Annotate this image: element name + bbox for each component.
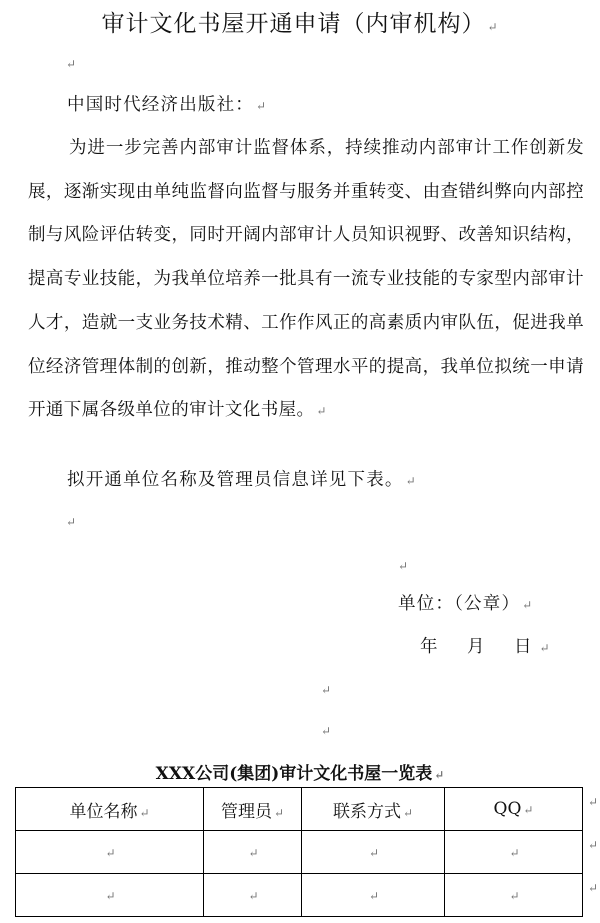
header-label: 管理员 bbox=[220, 801, 272, 822]
paragraph-mark: ↵ bbox=[273, 805, 285, 820]
paragraph-mark: ↵ bbox=[509, 889, 520, 903]
signature-unit-line bbox=[398, 590, 533, 615]
paragraph-mark: ↵ bbox=[368, 846, 380, 860]
paragraph-mark: ↵ bbox=[539, 641, 551, 655]
paragraph-mark: ↵ bbox=[321, 683, 333, 697]
paragraph-mark: ↵ bbox=[522, 598, 534, 612]
signature-unit-text: 单位：（公章） bbox=[398, 594, 521, 614]
paragraph-mark: ↵ bbox=[434, 768, 445, 782]
table-cell[interactable] bbox=[445, 874, 583, 917]
table-cell[interactable] bbox=[445, 831, 583, 874]
table-cell[interactable] bbox=[16, 874, 204, 917]
empty-paragraph bbox=[319, 720, 332, 740]
paragraph-mark: ↵ bbox=[402, 805, 414, 820]
paragraph-mark: ↵ bbox=[509, 846, 520, 860]
paragraph-mark: ↵ bbox=[487, 20, 499, 34]
empty-paragraph bbox=[64, 53, 77, 73]
paragraph-mark: ↵ bbox=[105, 846, 116, 860]
paragraph-mark: ↵ bbox=[523, 803, 534, 817]
header-cell-contact bbox=[302, 788, 445, 831]
header-cell-unit-name bbox=[16, 788, 204, 831]
table-header-row bbox=[16, 788, 583, 831]
row-end-mark: ↵ bbox=[588, 881, 599, 895]
paragraph-mark: ↵ bbox=[139, 805, 150, 820]
empty-paragraph bbox=[64, 511, 77, 531]
paragraph-mark: ↵ bbox=[66, 57, 78, 71]
paragraph-mark: ↵ bbox=[66, 515, 78, 529]
note-text: 拟开通单位名称及管理员信息详见下表。 bbox=[67, 470, 404, 490]
header-cell-qq bbox=[445, 788, 583, 831]
paragraph-mark: ↵ bbox=[405, 474, 417, 488]
table-row bbox=[16, 874, 583, 917]
signature-date-line bbox=[420, 633, 551, 658]
header-cell-admin bbox=[204, 788, 302, 831]
table-cell[interactable] bbox=[204, 874, 302, 917]
paragraph-mark: ↵ bbox=[368, 889, 380, 903]
empty-paragraph bbox=[319, 679, 332, 699]
row-end-mark: ↵ bbox=[588, 838, 599, 852]
recipient-text: 中国时代经济出版社： bbox=[67, 95, 254, 115]
body-paragraph bbox=[28, 127, 584, 434]
signature-date-text: 年 月 日 bbox=[420, 637, 538, 657]
paragraph-mark: ↵ bbox=[256, 99, 268, 113]
table-title-text: XXX公司(集团)审计文化书屋一览表 bbox=[155, 764, 433, 784]
header-label: 联系方式 bbox=[332, 801, 401, 822]
table-title bbox=[0, 759, 600, 784]
table-cell[interactable] bbox=[302, 874, 445, 917]
empty-paragraph bbox=[396, 555, 409, 575]
paragraph-mark: ↵ bbox=[248, 889, 259, 903]
table-cell[interactable] bbox=[204, 831, 302, 874]
recipient-line bbox=[67, 91, 267, 116]
document-title bbox=[0, 5, 600, 38]
paragraph-mark: ↵ bbox=[316, 404, 327, 419]
note-line bbox=[67, 466, 417, 491]
document-title-text: 审计文化书屋开通申请（内审机构） bbox=[101, 11, 486, 37]
table-cell[interactable] bbox=[16, 831, 204, 874]
table-row bbox=[16, 831, 583, 874]
header-label: 单位名称 bbox=[69, 801, 138, 822]
unit-list-table bbox=[15, 787, 583, 917]
body-text: 为进一步完善内部审计监督体系，持续推动内部审计工作创新发展，逐渐实现由单纯监督向监督与服务并重转变、由查错纠弊向内部控制与风险评估转变，同时开阔内部审计人员知识视野、改善知识结构，提高专业技能，为我单位培养一批具有一流专业技能的专家型内部审计人才，造就一支业务技术精、工作作风正的高素质内审队伍，促进我单位经济管理体制的创新，推动整个管理水平的提高，我单位拟统一申请开通下属各级单位的审计文化书屋。 bbox=[28, 138, 584, 421]
header-label: QQ bbox=[493, 799, 522, 819]
paragraph-mark: ↵ bbox=[398, 559, 410, 573]
table-cell[interactable] bbox=[302, 831, 445, 874]
paragraph-mark: ↵ bbox=[321, 724, 333, 738]
row-end-mark: ↵ bbox=[588, 795, 599, 809]
paragraph-mark: ↵ bbox=[105, 889, 116, 903]
paragraph-mark: ↵ bbox=[248, 846, 259, 860]
